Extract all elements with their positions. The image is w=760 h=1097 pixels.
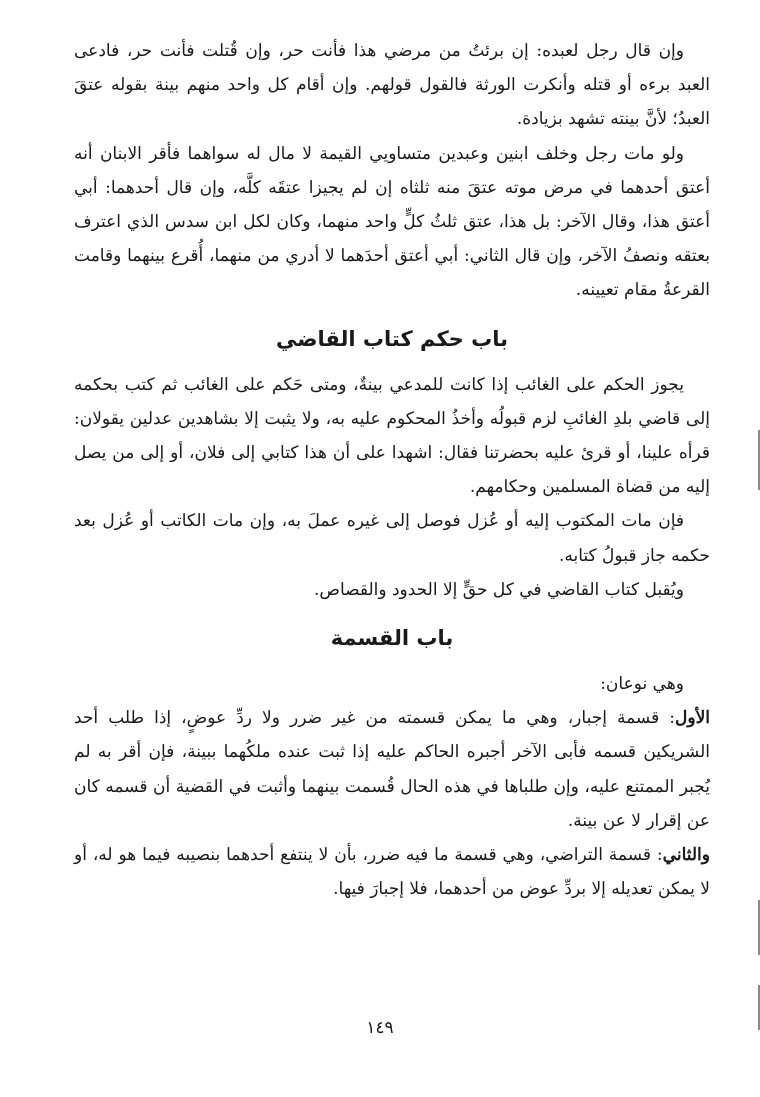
second-type-text: : قسمة التراضي، وهي قسمة ما فيه ضرر، بأن لا ينتفع أحدهما بنصيبه فيما هو له، أو لا يمكن تعديله إلا بردِّ عوض من أحدهما، فلا إجبارَ فيها. — [74, 845, 710, 900]
section-heading-division: باب القسمة — [330, 626, 454, 651]
paragraph-first-type — [74, 701, 710, 838]
first-type-label: الأول — [675, 708, 710, 729]
paragraph-slave-claim: وإن قال رجل لعبده: إن برئتُ من مرضي هذا فأنت حر، وإن قُتلت فأنت حر، فادعى العبد برءه أو قتله وأنكرت الورثة فالقول قولهم. وإن أقام كل واحد منهم بينة بقوله عتقَ العبدُ؛ لأنَّ بينته تشهد بزيادة. — [74, 41, 710, 130]
paragraph-two-types: وهي نوعان: — [600, 674, 684, 695]
paragraph-second-type — [74, 838, 710, 906]
first-type-text: : قسمة إجبار، وهي ما يمكن قسمته من غير ضرر ولا ردِّ عوضٍ، إذا طلب أحد الشريكين قسمه فأبى الآخر أجبره الحاكم عليه إذا ثبت عنده ملكُهما ببينة، فإن أقر به لم يُجبر الممتنع عليه، وإن طلباها في هذه الحال قُسمت بينهما وأثبت في القضية أن قسمه كان عن إقرار لا عن بينة. — [74, 708, 710, 831]
paragraph-recipient-death: فإن مات المكتوب إليه أو عُزل فوصل إلى غيره عملَ به، وإن مات الكاتب أو عُزل بعد حكمه جاز قبولُ كتابه. — [74, 511, 710, 566]
paragraph-two-sons: ولو مات رجل وخلف ابنين وعبدين متساويي القيمة لا مال له سواهما فأقر الابنان أنه أعتق أحدهما في مرض موته عتقَ منه ثلثاه إن لم يجيزا عتقَه كلَّه، وإن قال أحدهما: أبي أعتق هذا، وقال الآخر: بل هذا، عتق ثلثُ كلٍّ واحد منهما، وكان لكل ابن سدس الذي اعترف بعتقه ونصفُ الآخر، وإن قال الثاني: أبي أعتق أحدَهما لا أدري من منهما، أُقرع بينهما وقامت القرعةُ مقام تعيينه. — [74, 143, 710, 301]
paragraph-accepted-rights: ويُقبل كتاب القاضي في كل حقٍّ إلا الحدود والقصاص. — [313, 579, 684, 600]
paragraph-judgment-absent: يجوز الحكم على الغائب إذا كانت للمدعي بينةٌ، ومتى حَكم على الغائب ثم كتب بحكمه إلى قاضي بلدِ الغائبِ لزم قبولُه وأخذُ المحكوم عليه به، ولا يثبت إلا بشاهدين عدلين يقولان: قرأه علينا، أو قرئ عليه بحضرتنا فقال: اشهدا على أن هذا كتابي إلى فلان، أو إلى من يصل إليه من قضاة المسلمين وحكامهم. — [74, 374, 710, 498]
page-body — [74, 34, 710, 906]
page-number: ١٤٩ — [366, 1018, 394, 1038]
second-type-label: والثاني — [662, 845, 710, 866]
section-heading-judge-letter: باب حكم كتاب القاضي — [275, 326, 508, 351]
